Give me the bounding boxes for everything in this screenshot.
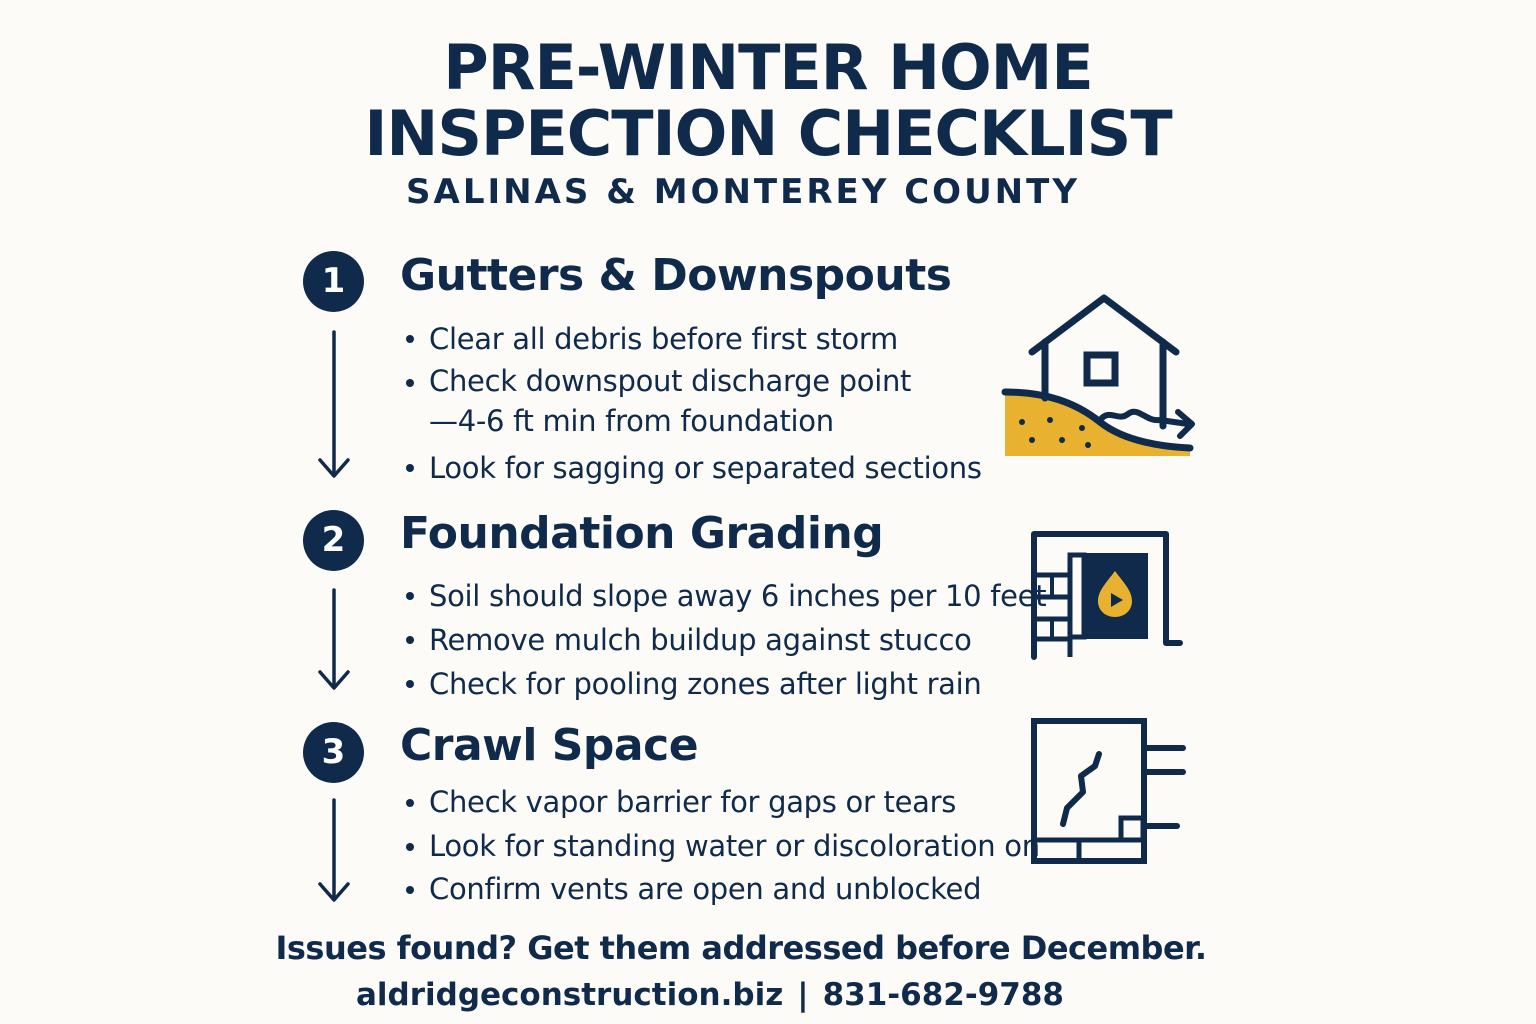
- down-arrow-icon: [316, 330, 352, 480]
- title-line-1: PRE-WINTER HOME: [443, 31, 1093, 104]
- foundation-bullet-list: [404, 574, 1047, 706]
- step-number-3: 3: [303, 722, 364, 783]
- section-heading-crawl-space: Crawl Space: [400, 720, 699, 771]
- list-item: Check downspout discharge point —4-6 ft min from foundation: [404, 361, 1044, 441]
- crawl-space-bullet-list: [404, 781, 1044, 912]
- house-drainage-icon: [1000, 290, 1200, 465]
- website-link[interactable]: aldridgeconstruction.biz: [355, 977, 784, 1013]
- list-item: Look for sagging or separated sections: [404, 446, 1044, 490]
- list-item: Clear all debris before first storm: [404, 317, 1044, 361]
- down-arrow-icon: [316, 588, 352, 692]
- contact-separator: |: [797, 977, 809, 1013]
- section-heading-foundation: Foundation Grading: [400, 508, 884, 559]
- down-arrow-icon: [316, 798, 352, 904]
- list-item: Check for pooling zones after light rain: [404, 662, 1044, 706]
- gutters-bullet-list: [404, 317, 1044, 490]
- list-item: Remove mulch buildup against stucco: [404, 618, 1044, 662]
- list-item: Check vapor barrier for gaps or tears: [404, 781, 1044, 825]
- phone-number[interactable]: 831-682-9788: [822, 977, 1064, 1013]
- title-line-2: INSPECTION CHECKLIST: [364, 97, 1172, 170]
- contact-line: [0, 974, 1420, 1016]
- section-heading-gutters: Gutters & Downspouts: [400, 250, 952, 301]
- crawl-space-crack-icon: [1025, 712, 1190, 872]
- subtitle: SALINAS & MONTEREY COUNTY: [406, 172, 1080, 212]
- step-number-1: 1: [303, 251, 364, 312]
- call-to-action: Issues found? Get them addressed before December.: [275, 929, 1207, 967]
- step-number-2: 2: [303, 510, 364, 571]
- list-item: Look for standing water or discoloration on: [404, 825, 1044, 869]
- foundation-wall-water-icon: [1020, 525, 1190, 670]
- list-item: Confirm vents are open and unblocked: [404, 868, 1044, 912]
- list-item: Soil should slope away 6 inches per 10 feet: [404, 574, 1044, 618]
